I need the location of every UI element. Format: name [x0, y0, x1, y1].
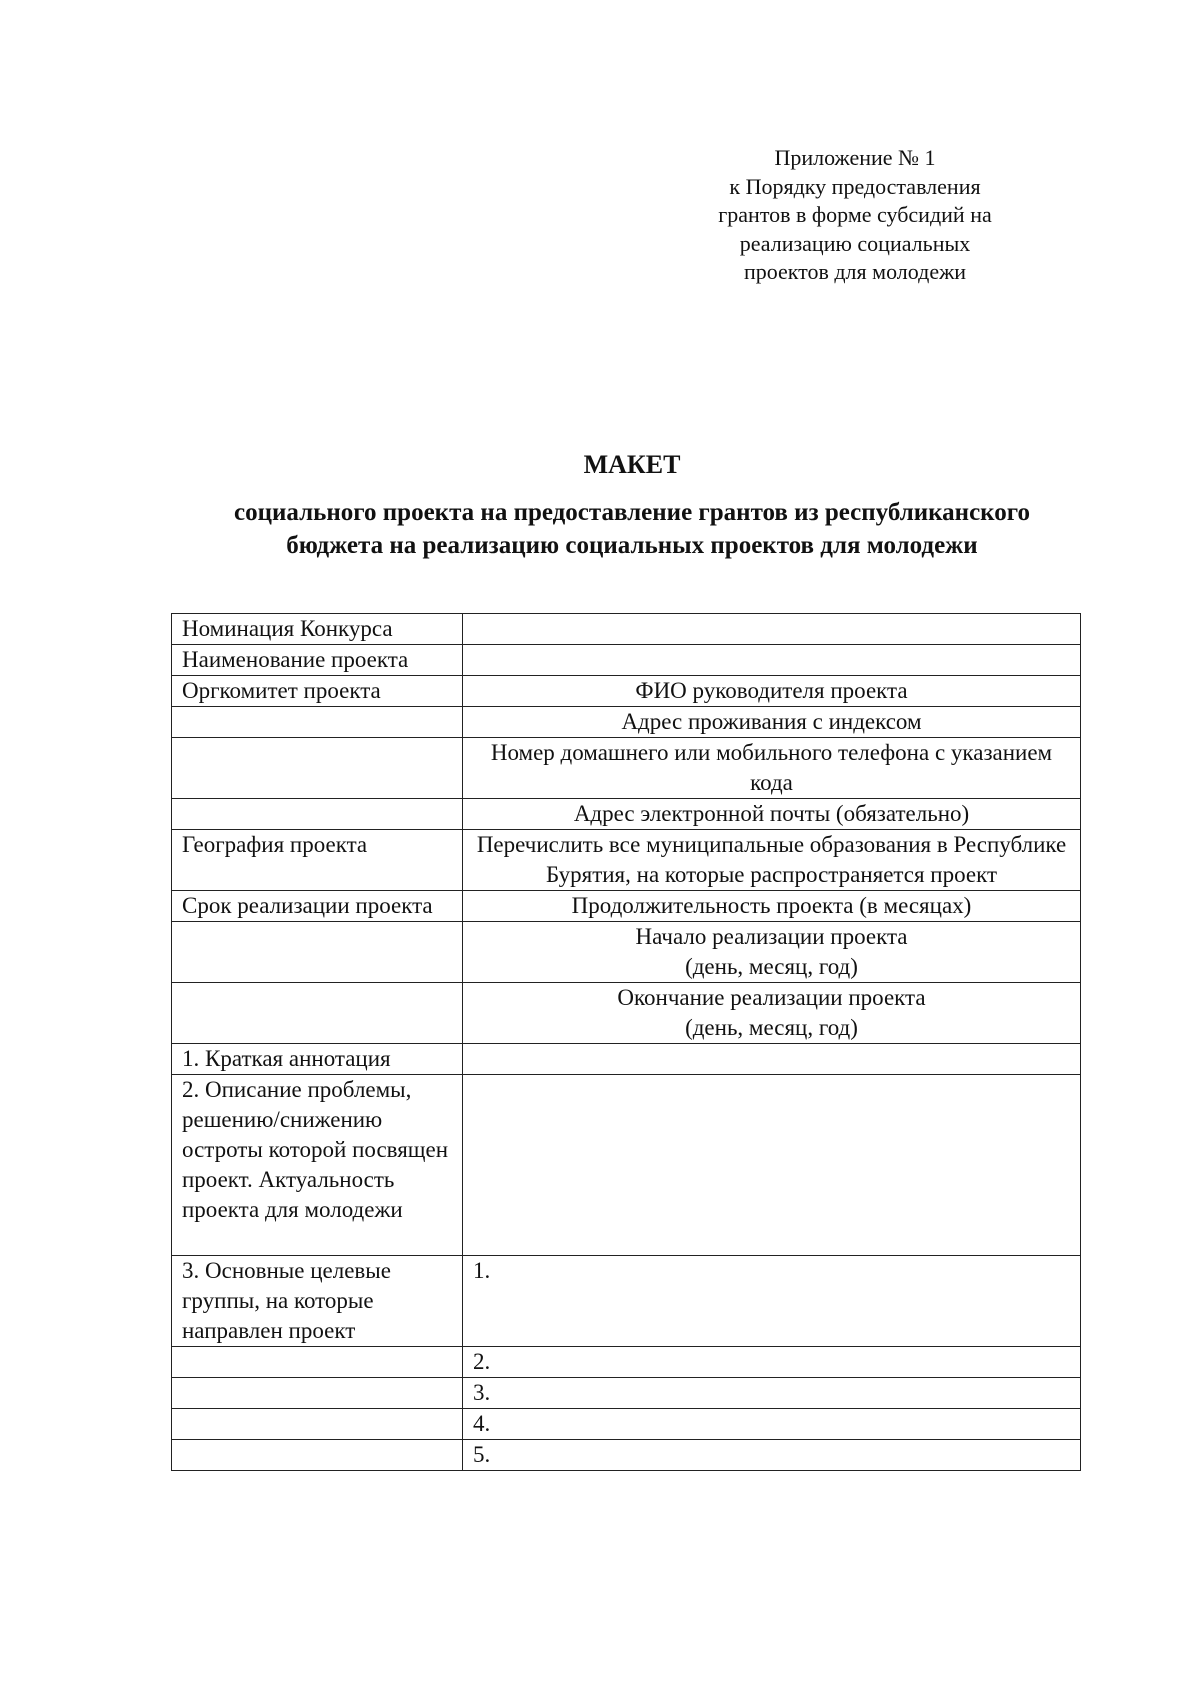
document-subtitle	[100, 496, 1164, 562]
appendix-line: Приложение № 1	[774, 145, 936, 170]
row-value[interactable]: 5.	[463, 1440, 1081, 1471]
row-value[interactable]	[463, 983, 1081, 1044]
row-label: Срок реализации проекта	[172, 891, 463, 922]
project-form-table	[171, 613, 1081, 1471]
table-row	[172, 1440, 1081, 1471]
row-value[interactable]: Перечислить все муниципальные образования в Республике Бурятия, на которые распространяется проект	[463, 830, 1081, 891]
row-value[interactable]	[463, 645, 1081, 676]
row-value[interactable]	[463, 614, 1081, 645]
row-value[interactable]: 1.	[463, 1256, 1081, 1347]
document-title: МАКЕТ	[583, 450, 681, 479]
table-row	[172, 614, 1081, 645]
row-label	[172, 1347, 463, 1378]
row-value[interactable]: Адрес проживания с индексом	[463, 707, 1081, 738]
row-value-line: (день, месяц, год)	[685, 1015, 858, 1040]
row-label: 1. Краткая аннотация	[172, 1044, 463, 1075]
appendix-line: к Порядку предоставления	[729, 173, 981, 199]
table-row	[172, 922, 1081, 983]
table-row	[172, 1256, 1081, 1347]
subtitle-line: бюджета на реализацию социальных проектов для молодежи	[286, 532, 978, 559]
row-label	[172, 983, 463, 1044]
row-label	[172, 1409, 463, 1440]
row-label	[172, 738, 463, 799]
appendix-line: проектов для молодежи	[743, 259, 967, 284]
table-row	[172, 738, 1081, 799]
row-value-line: Начало реализации проекта	[635, 924, 908, 949]
row-label	[172, 922, 463, 983]
row-value[interactable]: 2.	[463, 1347, 1081, 1378]
row-label: География проекта	[172, 830, 463, 891]
row-label	[172, 707, 463, 738]
appendix-note	[690, 144, 1020, 287]
row-value[interactable]: Адрес электронной почты (обязательно)	[463, 799, 1081, 830]
table-row	[172, 707, 1081, 738]
row-label: 2. Описание проблемы, решению/снижению остроты которой посвящен проект. Актуальность проекта для молодежи	[172, 1075, 463, 1256]
row-value[interactable]: 4.	[463, 1409, 1081, 1440]
row-value[interactable]: Продолжительность проекта (в месяцах)	[463, 891, 1081, 922]
row-value-line: Окончание реализации проекта	[617, 985, 926, 1010]
row-label	[172, 1378, 463, 1409]
row-value[interactable]: ФИО руководителя проекта	[463, 676, 1081, 707]
row-label: Оргкомитет проекта	[172, 676, 463, 707]
appendix-line: реализацию социальных	[739, 230, 971, 256]
table-row	[172, 1347, 1081, 1378]
table-row	[172, 799, 1081, 830]
table-row	[172, 891, 1081, 922]
table-row	[172, 983, 1081, 1044]
row-value[interactable]	[463, 1044, 1081, 1075]
row-value[interactable]	[463, 1075, 1081, 1256]
table-row	[172, 645, 1081, 676]
row-value[interactable]: 3.	[463, 1378, 1081, 1409]
row-label	[172, 799, 463, 830]
row-value[interactable]	[463, 922, 1081, 983]
row-value[interactable]: Номер домашнего или мобильного телефона с указанием кода	[463, 738, 1081, 799]
table-row	[172, 830, 1081, 891]
row-label: Номинация Конкурса	[172, 614, 463, 645]
row-label: 3. Основные целевые группы, на которые направлен проект	[172, 1256, 463, 1347]
row-value-line: (день, месяц, год)	[685, 954, 858, 979]
table-row	[172, 676, 1081, 707]
table-row	[172, 1075, 1081, 1256]
table-row	[172, 1378, 1081, 1409]
row-label: Наименование проекта	[172, 645, 463, 676]
table-row	[172, 1044, 1081, 1075]
subtitle-line: социального проекта на предоставление грантов из республиканского	[234, 499, 1030, 526]
table-row	[172, 1409, 1081, 1440]
row-label	[172, 1440, 463, 1471]
appendix-line: грантов в форме субсидий на	[718, 202, 992, 227]
